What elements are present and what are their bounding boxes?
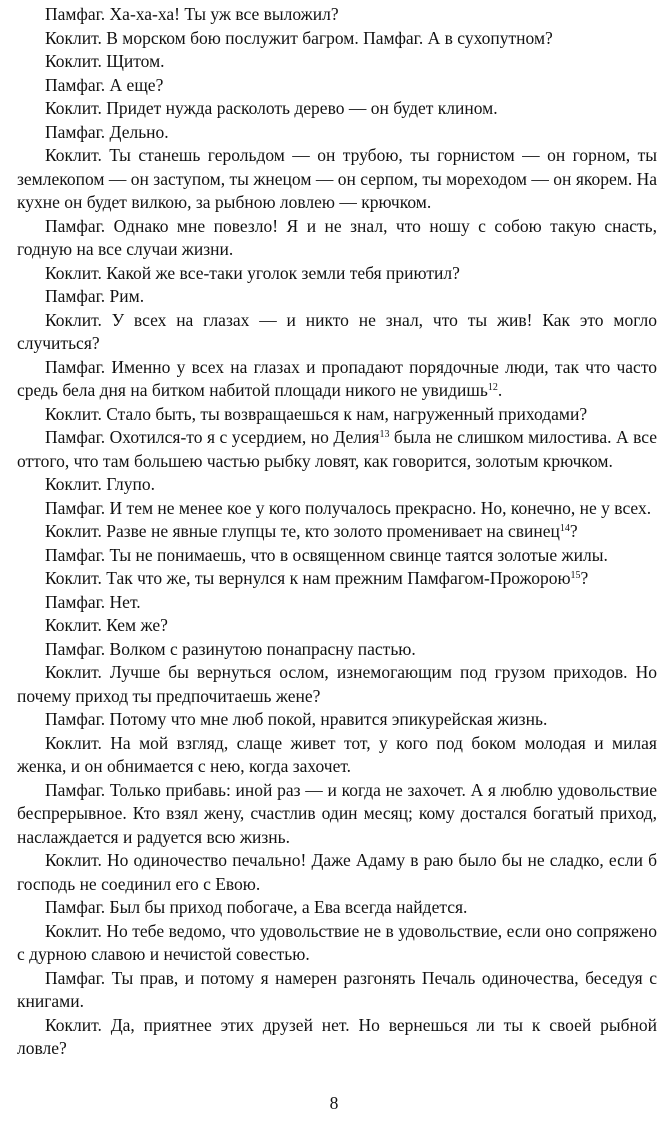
paragraph-text: Коклит. Но одиночество печально! Даже Адаму в раю было бы не сладко, если б господь не соединил его с Евою. [17, 850, 657, 894]
paragraph [17, 473, 657, 497]
paragraph [17, 285, 657, 309]
paragraph [17, 50, 657, 74]
paragraph [17, 896, 657, 920]
page-text [17, 3, 657, 1061]
paragraph [17, 74, 657, 98]
paragraph [17, 520, 657, 544]
paragraph-text: Коклит. Ты станешь герольдом — он трубою, ты горнистом — он горном, ты землекопом — он заступом, ты жнецом — он серпом, ты мореходом — он якорем. На кухне он будет вилкою, за рыбною ловлею — крючком. [17, 145, 657, 212]
footnote-marker: 15 [570, 570, 581, 581]
paragraph-text: Памфаг. Ха-ха-ха! Ты уж все выложил? [45, 4, 339, 24]
paragraph-text: Коклит. На мой взгляд, слаще живет тот, у кого под боком молодая и милая женка, и он обнимается с нею, когда захочет. [17, 732, 657, 776]
paragraph-text: Памфаг. Однако мне повезло! Я и не знал, что ношу с собою такую снасть, годную на все случаи жизни. [17, 215, 657, 259]
paragraph-text: Памфаг. Дельно. [45, 121, 169, 142]
paragraph [17, 967, 657, 1014]
paragraph-text-tail: . [497, 380, 503, 400]
paragraph-text: Памфаг. Волком с разинутою понапрасну пастью. [45, 638, 416, 659]
paragraph-text: Коклит. Но тебе ведомо, что удовольствие не в удовольствие, если оно сопряжено с дурною славою и нечистой совестью. [17, 920, 657, 964]
paragraph-text: Коклит. Кем же? [45, 615, 168, 635]
footnote-marker: 14 [559, 523, 570, 534]
paragraph-text: Коклит. У всех на глазах — и никто не знал, что ты жив! Как это могло случиться? [17, 309, 657, 353]
paragraph [17, 849, 657, 896]
paragraph [17, 426, 657, 473]
paragraph-text: Коклит. Стало быть, ты возвращаешься к нам, нагруженный приходами? [45, 403, 588, 424]
paragraph-text: Памфаг. Только прибавь: иной раз — и когда не захочет. А я люблю удовольствие беспрерывное. Кто взял жену, счастлив один месяц; кому достался богатый приход, наслаждается и радуется всю жизнь. [17, 779, 657, 847]
paragraph-text: Коклит. Глупо. [45, 474, 156, 494]
paragraph-text: Памфаг. Потому что мне люб покой, нравится эпикурейская жизнь. [45, 709, 548, 729]
paragraph-text: Коклит. Придет нужда расколоть дерево — он будет клином. [45, 98, 498, 118]
paragraph [17, 403, 657, 427]
paragraph [17, 661, 657, 708]
paragraph [17, 708, 657, 732]
paragraph-text: Коклит. Так что же, ты вернулся к нам прежним Памфагом-Прожорою [45, 568, 571, 588]
paragraph [17, 544, 657, 568]
paragraph [17, 121, 657, 145]
paragraph [17, 262, 657, 286]
paragraph [17, 1014, 657, 1061]
paragraph [17, 591, 657, 615]
paragraph-text: Коклит. Да, приятнее этих друзей нет. Но вернешься ли ты к своей рыбной ловле? [17, 1014, 657, 1058]
paragraph-text: Памфаг. И тем не менее кое у кого получалось прекрасно. Но, конечно, не у всех. [45, 497, 652, 518]
paragraph-text-tail: ? [569, 521, 578, 541]
footnote-marker: 12 [487, 382, 498, 393]
paragraph [17, 567, 657, 591]
paragraph [17, 920, 657, 967]
paragraph-text: Памфаг. Был бы приход побогаче, а Ева всегда найдется. [45, 897, 468, 917]
paragraph [17, 309, 657, 356]
paragraph-text: Памфаг. Ты не понимаешь, что в освященном свинце таятся золотые жилы. [45, 544, 608, 565]
paragraph-text: Коклит. Щитом. [45, 51, 165, 71]
paragraph [17, 215, 657, 262]
paragraph [17, 779, 657, 850]
paragraph-text: Памфаг. Охотился-то я с усердием, но Делия [45, 427, 380, 447]
paragraph [17, 497, 657, 521]
paragraph-text: Памфаг. А еще? [45, 74, 164, 95]
paragraph [17, 3, 657, 27]
paragraph-text: Коклит. Разве не явные глупцы те, кто золото променивает на свинец [45, 521, 560, 541]
paragraph [17, 638, 657, 662]
paragraph [17, 27, 657, 51]
paragraph [17, 356, 657, 403]
paragraph [17, 732, 657, 779]
paragraph-text: Коклит. В морском бою послужит багром. Памфаг. А в сухопутном? [45, 27, 553, 48]
paragraph-text: Памфаг. Нет. [45, 591, 141, 612]
paragraph-text: Коклит. Какой же все-таки уголок земли тебя приютил? [45, 262, 460, 283]
paragraph-text: Памфаг. Рим. [45, 286, 145, 306]
paragraph-text: Коклит. Лучше бы вернуться ослом, изнемогающим под грузом приходов. Но почему приход ты предпочитаешь жене? [17, 662, 657, 706]
paragraph-text-tail: ? [580, 568, 589, 588]
paragraph-text: Памфаг. Именно у всех на глазах и пропадают порядочные люди, так что часто средь бела дня на битком набитой площади никого не увидишь [17, 356, 657, 400]
footnote-marker: 13 [379, 429, 390, 440]
paragraph [17, 97, 657, 121]
paragraph [17, 614, 657, 638]
paragraph [17, 144, 657, 215]
paragraph-text: Памфаг. Ты прав, и потому я намерен разгонять Печаль одиночества, беседуя с книгами. [17, 967, 657, 1011]
paragraph-text-tail: была не слишком милостива. А все оттого, что там большею частью рыбку ловят, как говорится, золотым крючком. [17, 427, 657, 471]
page-number: 8 [329, 1093, 339, 1113]
